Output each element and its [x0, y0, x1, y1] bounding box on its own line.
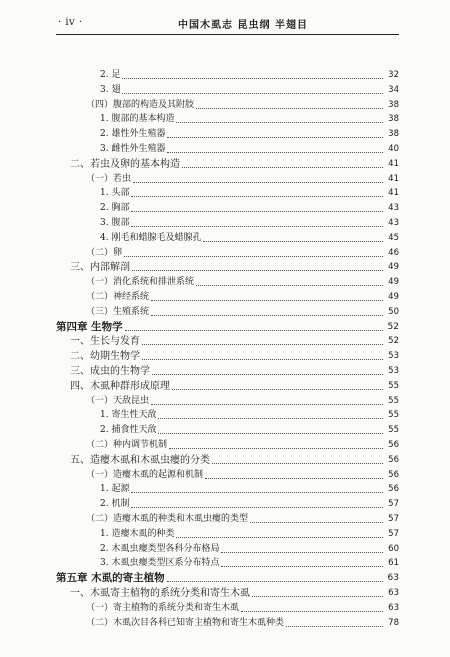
- toc-entry-label: 2. 雄性外生殖器: [100, 129, 166, 140]
- toc-entry: [56, 188, 399, 199]
- header-rule: [56, 34, 399, 35]
- toc-entry: [56, 588, 399, 599]
- toc-leader-dots: [203, 241, 383, 242]
- toc-entry-label: 1. 腹部的基本构造: [100, 114, 175, 125]
- toc-entry: [56, 144, 399, 155]
- toc-entry-label: 2. 足: [100, 70, 121, 80]
- toc-entry-label: （二）神经系统: [86, 292, 150, 302]
- toc-entry-page: 41: [388, 173, 399, 184]
- toc-entry-label: 二、幼期生物学: [70, 351, 140, 363]
- toc-entry-label: （二）卵: [86, 247, 123, 258]
- toc-leader-dots: [133, 182, 383, 183]
- toc-entry-label: 1. 头部: [100, 188, 130, 199]
- toc-leader-dots: [167, 137, 383, 138]
- toc-entry-page: 55: [388, 395, 399, 406]
- toc-leader-dots: [169, 448, 383, 449]
- page-header: [0, 0, 450, 34]
- toc-entry: [56, 558, 399, 569]
- toc-leader-dots: [182, 167, 383, 168]
- toc-entry: [56, 618, 399, 629]
- toc-entry-page: 49: [388, 292, 399, 302]
- toc-entry: [56, 603, 399, 614]
- toc-entry-page: 45: [388, 232, 399, 243]
- toc-entry-page: 56: [388, 469, 399, 480]
- toc-entry-page: 43: [388, 218, 399, 228]
- toc-entry-page: 53: [388, 366, 399, 376]
- toc-entry-label: （三）生殖系统: [86, 306, 150, 317]
- toc-entry-label: 第四章 生物学: [56, 320, 123, 333]
- toc-entry-page: 38: [388, 99, 399, 110]
- toc-entry-label: 3. 木虱虫瘿类型区系分布特点: [100, 558, 220, 569]
- toc-entry-page: 43: [388, 203, 399, 214]
- toc-entry: [56, 70, 399, 81]
- toc-entry: [56, 159, 399, 170]
- toc-leader-dots: [142, 344, 383, 345]
- toc-leader-dots: [172, 389, 383, 390]
- toc-entry-label: （二）木虱次目各科已知寄主植物和寄生木虱种类: [86, 617, 285, 628]
- toc-entry-page: 57: [388, 528, 399, 539]
- toc-leader-dots: [125, 330, 383, 331]
- toc-leader-dots: [131, 196, 383, 197]
- toc-entry-page: 52: [388, 336, 399, 347]
- toc-entry-page: 38: [388, 114, 399, 125]
- toc-entry: [56, 440, 399, 451]
- toc-entry-label: 五、造瘿木虱和木虱虫瘿的分类: [70, 454, 210, 466]
- toc-leader-dots: [250, 522, 383, 523]
- toc-entry: [56, 203, 399, 214]
- toc-entry: [56, 336, 399, 347]
- running-title: 中国木虱志 昆虫纲 半翅目: [178, 20, 308, 31]
- toc-entry-page: 49: [388, 277, 399, 288]
- toc-entry-label: 3. 腹部: [100, 218, 130, 228]
- toc-leader-dots: [221, 566, 383, 567]
- toc-entry-page: 63: [388, 588, 399, 598]
- toc-entry-page: 41: [388, 158, 399, 169]
- toc-entry-label: （一）天敌昆虫: [86, 395, 150, 406]
- toc-leader-dots: [158, 433, 383, 434]
- toc-leader-dots: [167, 152, 383, 153]
- toc-entry-label: 2. 机制: [100, 499, 130, 510]
- toc-entry-label: 三、内部解剖: [70, 262, 130, 274]
- toc-leader-dots: [131, 211, 383, 212]
- toc-leader-dots: [286, 626, 383, 627]
- toc-entry-label: （一）造瘿木虱的起源和机制: [86, 469, 204, 480]
- toc-entry-page: 56: [388, 440, 399, 450]
- toc-leader-dots: [176, 122, 383, 123]
- toc-entry: [56, 233, 399, 244]
- toc-entry-label: 三、成虫的生物学: [70, 366, 150, 377]
- toc-entry: [56, 351, 399, 362]
- toc-entry-label: 四、木虱种群形成原理: [70, 380, 170, 392]
- toc-entry-label: 2. 木虱虫瘿类型各科分布格局: [100, 543, 220, 554]
- toc-leader-dots: [176, 537, 383, 538]
- toc-leader-dots: [152, 374, 383, 375]
- toc-entry: [56, 129, 399, 140]
- toc-entry-label: （二）种内调节机制: [86, 440, 168, 450]
- page-number: · iv ·: [58, 17, 83, 28]
- toc-leader-dots: [142, 359, 383, 360]
- toc-entry: [56, 100, 399, 111]
- toc-entry: [56, 307, 399, 318]
- toc-entry: [56, 425, 399, 436]
- toc-leader-dots: [205, 478, 383, 479]
- toc-entry: [56, 470, 399, 481]
- toc-leader-dots: [221, 552, 383, 553]
- toc-entry-page: 46: [388, 247, 399, 258]
- toc-entry: [56, 85, 399, 96]
- toc-leader-dots: [158, 418, 383, 419]
- toc-entry-page: 57: [388, 514, 399, 524]
- toc-leader-dots: [132, 270, 383, 271]
- toc-leader-dots: [151, 315, 383, 316]
- toc-leader-dots: [131, 226, 383, 227]
- toc-entry-label: 2. 捕食性天敌: [100, 425, 157, 436]
- toc-entry: [56, 514, 399, 525]
- toc-entry: [56, 396, 399, 407]
- toc-entry-label: 3. 翅: [100, 84, 121, 95]
- toc-entry-page: 57: [388, 499, 399, 510]
- toc-entry-page: 41: [388, 188, 399, 199]
- toc-entry: [56, 114, 399, 125]
- toc-entry-label: 1. 造瘿木虱的种类: [100, 528, 175, 539]
- toc-entry-page: 63: [387, 573, 399, 584]
- toc-entry-page: 78: [388, 617, 399, 628]
- toc-entry-page: 52: [387, 321, 399, 332]
- toc-entry-label: （一）寄主植物的系统分类和寄生木虱: [86, 602, 240, 613]
- toc-entry-label: 第五章 木虱的寄主植物: [56, 572, 165, 585]
- toc-entry: [56, 174, 399, 185]
- toc-leader-dots: [131, 492, 383, 493]
- toc-entry-page: 40: [388, 144, 399, 154]
- toc-entry-page: 63: [388, 602, 399, 613]
- toc-entry-page: 34: [388, 84, 399, 95]
- toc-entry: [56, 544, 399, 555]
- toc-entry: [56, 366, 399, 377]
- toc-entry-page: 56: [388, 454, 399, 465]
- toc-entry-page: 55: [388, 425, 399, 436]
- toc-entry: [56, 381, 399, 392]
- toc-entry-label: 1. 寄生性天敌: [100, 410, 157, 421]
- toc-entry-page: 49: [388, 262, 399, 273]
- toc-leader-dots: [212, 463, 383, 464]
- toc-entry: [56, 262, 399, 273]
- toc-entry-label: 4. 刚毛和蜡腺毛及蜡腺孔: [100, 232, 202, 243]
- toc-entry-label: 二、若虫及卵的基本构造: [70, 158, 180, 170]
- toc-leader-dots: [196, 108, 383, 109]
- toc-entry-label: （四）腹部的构造及其附肢: [86, 99, 195, 110]
- toc-entry-label: 一、生长与发育: [70, 336, 140, 348]
- toc-leader-dots: [241, 611, 383, 612]
- toc-entry: [56, 499, 399, 510]
- toc-entry-label: 1. 起源: [100, 484, 130, 495]
- toc-entry-label: （一）若虫: [86, 173, 132, 184]
- toc-leader-dots: [167, 581, 383, 582]
- toc-entry-page: 50: [388, 306, 399, 317]
- toc-entry: [56, 573, 399, 584]
- toc-entry-page: 53: [388, 351, 399, 362]
- toc-entry: [56, 455, 399, 466]
- toc-entry-page: 32: [388, 70, 399, 80]
- toc-entry-page: 60: [388, 543, 399, 554]
- toc-entry: [56, 484, 399, 495]
- toc-entry-page: 55: [388, 380, 399, 391]
- toc-entry-page: 61: [388, 558, 399, 569]
- toc-entry-page: 38: [388, 129, 399, 140]
- toc-entry-label: 3. 雌性外生殖器: [100, 144, 166, 154]
- toc-entry: [56, 322, 399, 333]
- toc-leader-dots: [151, 300, 383, 301]
- toc-entry-page: 55: [388, 410, 399, 421]
- toc-entry-label: 2. 胸部: [100, 203, 130, 214]
- toc-leader-dots: [122, 93, 383, 94]
- toc-leader-dots: [124, 256, 383, 257]
- toc-entry-page: 56: [388, 484, 399, 495]
- toc-entry: [56, 277, 399, 288]
- toc-entry: [56, 410, 399, 421]
- toc-leader-dots: [122, 78, 383, 79]
- toc-entry: [56, 218, 399, 229]
- toc-entry-label: （一）消化系统和排泄系统: [86, 277, 195, 288]
- toc-entry-label: （二）造瘿木虱的种类和木虱虫瘿的类型: [86, 514, 249, 524]
- toc-leader-dots: [196, 285, 383, 286]
- toc-leader-dots: [131, 507, 383, 508]
- toc-entry-label: 一、木虱寄主植物的系统分类和寄生木虱: [70, 588, 250, 599]
- toc-leader-dots: [151, 404, 383, 405]
- toc-entry: [56, 529, 399, 540]
- toc-entry: [56, 248, 399, 259]
- toc-leader-dots: [252, 596, 383, 597]
- toc-entry: [56, 292, 399, 303]
